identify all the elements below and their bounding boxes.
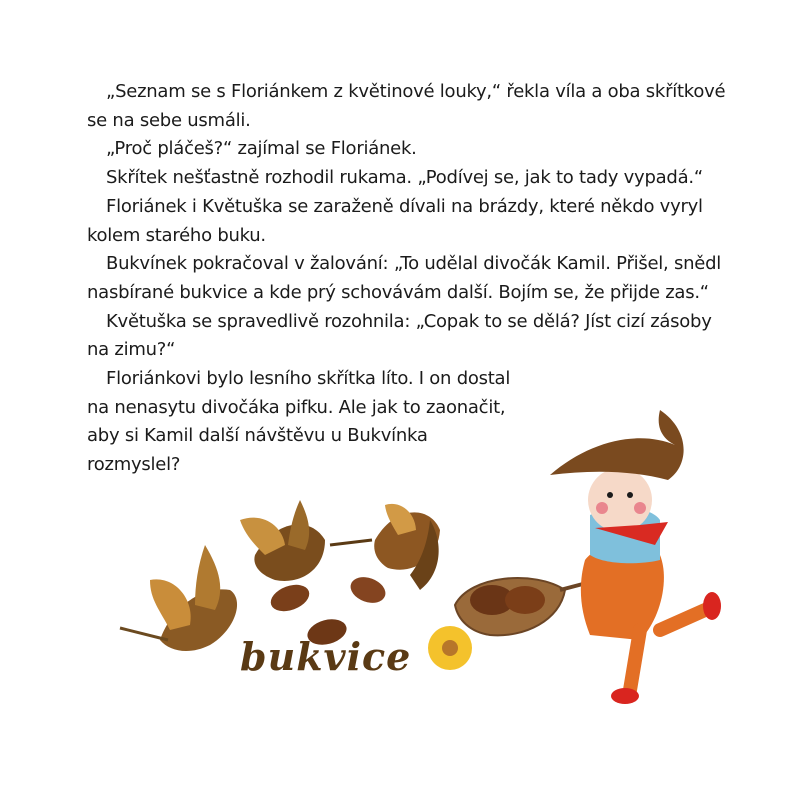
beech-husk-2 xyxy=(240,500,325,581)
paragraph-2: „Proč pláčeš?“ zajímal se Floriánek. xyxy=(106,138,417,160)
paragraph-4: Floriánek i Květuška se zaraženě dívali na brázdy, které někdo vyryl kolem starého buku. xyxy=(87,195,703,246)
paragraph-6: Květuška se spravedlivě rozohnila: „Copak to se dělá? Jíst cizí zásoby na zimu?“ xyxy=(87,310,712,361)
beech-husk-1 xyxy=(120,545,237,651)
beech-husk-3 xyxy=(330,504,440,590)
paragraph-5: Bukvínek pokračoval v žalování: „To udělal divočák Kamil. Přišel, snědl nasbírané bukvice a kde prý schovávám další. Bojím se, že přijde zas.“ xyxy=(87,253,722,303)
beechnut-1 xyxy=(267,580,313,616)
elf-with-wheelbarrow xyxy=(428,410,721,704)
paragraph-1: „Seznam se s Floriánkem z květinové louky,“ řekla víla a oba skřítkové se na sebe usmáli. xyxy=(87,81,726,131)
paragraph-7: Floriánkovi bylo lesního skřítka líto. I on dostal na nenasytu divočáka pifku. Ale jak to zaonačit, aby si Kamil další návštěvu u Bukvínka rozmyslel? xyxy=(87,368,511,476)
beechnut-3 xyxy=(347,573,389,608)
paragraph-3: Skřítek nešťastně rozhodil rukama. „Podívej se, jak to tady vypadá.“ xyxy=(106,167,703,189)
illustration-caption: bukvice xyxy=(240,634,412,679)
